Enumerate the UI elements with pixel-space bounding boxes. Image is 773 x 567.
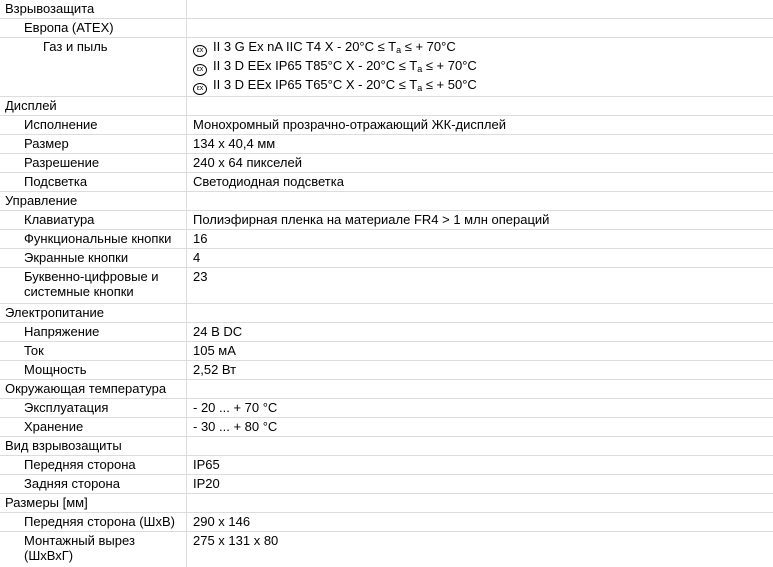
row-value: 134 x 40,4 мм [187, 135, 773, 154]
row-value: 2,52 Вт [187, 361, 773, 380]
row-europe [0, 19, 773, 38]
table-row [0, 249, 773, 268]
row-value: 105 мА [187, 342, 773, 361]
row-value: 4 [187, 249, 773, 268]
atex-line: εx II 3 D EEx IP65 T85°C $X - 20^\circ C \le T_a$ ≤ + 70°C [193, 58, 767, 77]
table-row [0, 418, 773, 437]
row-gas-dust [0, 38, 773, 97]
section-protection [0, 437, 773, 456]
section-title: Взрывозащита [0, 0, 187, 19]
row-label: Размер [0, 135, 187, 154]
section-display [0, 97, 773, 116]
row-label: Задняя сторона [0, 475, 187, 494]
row-label: Хранение [0, 418, 187, 437]
table-row [0, 342, 773, 361]
ex-mark-icon: εx [193, 64, 207, 76]
row-label: Буквенно-цифровые и системные кнопки [0, 268, 187, 304]
table-row [0, 154, 773, 173]
table-row [0, 173, 773, 192]
section-title: Электропитание [0, 304, 187, 323]
row-label: Монтажный вырез (ШхВхГ) [0, 532, 187, 567]
row-label: Экранные кнопки [0, 249, 187, 268]
section-dimensions [0, 494, 773, 513]
ex-mark-icon: εx [193, 83, 207, 95]
row-value: 24 В DC [187, 323, 773, 342]
row-label: Подсветка [0, 173, 187, 192]
table-row [0, 230, 773, 249]
row-value: 23 [187, 268, 773, 304]
row-value: Полиэфирная пленка на материале FR4 > 1 млн операций [187, 211, 773, 230]
section-power [0, 304, 773, 323]
section-temperature [0, 380, 773, 399]
row-label: Европа (ATEX) [0, 19, 187, 38]
row-label: Функциональные кнопки [0, 230, 187, 249]
row-value: 275 x 131 x 80 [187, 532, 773, 567]
ex-mark-icon: εx [193, 45, 207, 57]
row-label: Газ и пыль [0, 38, 187, 97]
section-title: Дисплей [0, 97, 187, 116]
row-label: Мощность [0, 361, 187, 380]
section-title: Управление [0, 192, 187, 211]
row-value: 16 [187, 230, 773, 249]
row-label: Напряжение [0, 323, 187, 342]
table-row [0, 211, 773, 230]
row-label: Клавиатура [0, 211, 187, 230]
section-explosion [0, 0, 773, 19]
row-value: 290 x 146 [187, 513, 773, 532]
row-label: Передняя сторона [0, 456, 187, 475]
table-row [0, 116, 773, 135]
section-title: Размеры [мм] [0, 494, 187, 513]
table-row [0, 135, 773, 154]
atex-line: εx II 3 D EEx IP65 T65°C $X - 20^\circ C \le T_a$ ≤ + 50°C [193, 77, 767, 96]
section-title: Вид взрывозащиты [0, 437, 187, 456]
row-value: IP20 [187, 475, 773, 494]
table-row [0, 361, 773, 380]
row-label: Исполнение [0, 116, 187, 135]
section-control [0, 192, 773, 211]
row-value: - 20 ... + 70 °C [187, 399, 773, 418]
row-value: Светодиодная подсветка [187, 173, 773, 192]
row-label: Ток [0, 342, 187, 361]
row-label: Разрешение [0, 154, 187, 173]
section-title: Окружающая температура [0, 380, 187, 399]
row-value: IP65 [187, 456, 773, 475]
table-row [0, 399, 773, 418]
table-row [0, 456, 773, 475]
atex-line: εx II 3 G Ex nA IIC T4 $X - 20^\circ C \le T_a$ ≤ + 70°C [193, 39, 767, 58]
table-row [0, 475, 773, 494]
row-label: Эксплуатация [0, 399, 187, 418]
row-value: - 30 ... + 80 °C [187, 418, 773, 437]
table-row [0, 268, 773, 304]
row-label: Передняя сторона (ШхВ) [0, 513, 187, 532]
row-value: 240 x 64 пикселей [187, 154, 773, 173]
table-row [0, 513, 773, 532]
table-row [0, 532, 773, 567]
row-value: Монохромный прозрачно-отражающий ЖК-дисплей [187, 116, 773, 135]
table-row [0, 323, 773, 342]
